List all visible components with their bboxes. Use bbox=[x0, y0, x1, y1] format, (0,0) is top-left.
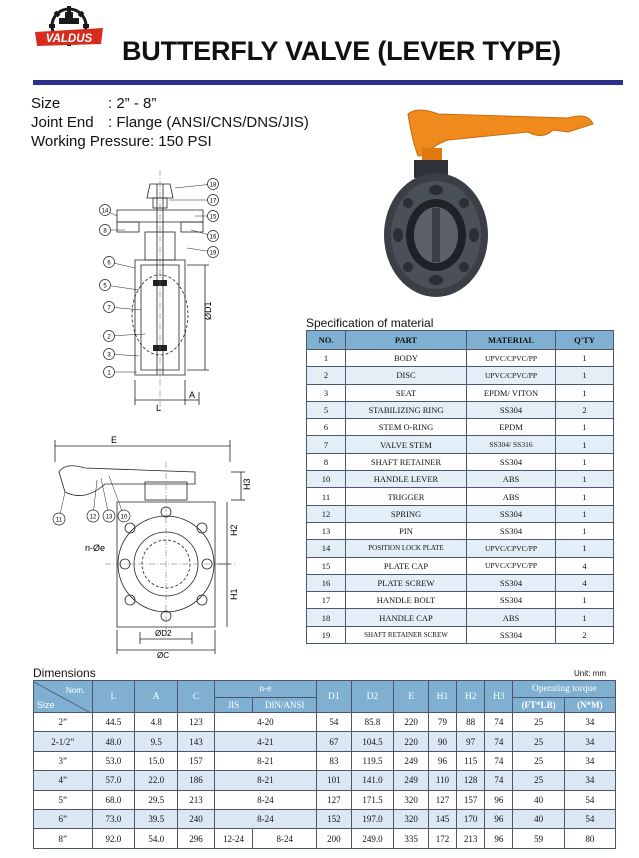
dim-size: 2” bbox=[34, 713, 93, 732]
dim-a: 9.5 bbox=[135, 732, 178, 751]
dimension-row bbox=[34, 751, 616, 770]
spec-material: SS304 bbox=[467, 453, 556, 470]
spec-no: 13 bbox=[307, 522, 346, 539]
callout-number: 14 bbox=[101, 208, 109, 215]
dim-e: 320 bbox=[394, 790, 428, 809]
dim-l: 44.5 bbox=[92, 713, 135, 732]
spec-material: SS304 bbox=[467, 626, 556, 643]
dimension-row bbox=[34, 713, 616, 732]
dim-e: 249 bbox=[394, 771, 428, 790]
spec-table bbox=[306, 330, 614, 644]
dimension-row bbox=[34, 790, 616, 809]
valdus-logo bbox=[33, 6, 105, 58]
dim-nm: 34 bbox=[564, 732, 615, 751]
spec-row bbox=[307, 367, 614, 384]
dim-h2: 88 bbox=[457, 713, 485, 732]
spec-qty: 1 bbox=[556, 540, 614, 557]
dim-h1: 90 bbox=[428, 732, 456, 751]
dim-ftlb: 25 bbox=[513, 713, 564, 732]
dim-l: 73.0 bbox=[92, 809, 135, 828]
callout-number: 19 bbox=[209, 250, 217, 257]
spec-material: SS304 bbox=[467, 401, 556, 418]
callout-number: 17 bbox=[209, 198, 217, 205]
spec-row bbox=[307, 384, 614, 401]
size-value: : 2” - 8” bbox=[108, 95, 157, 112]
dim-ftlb: 40 bbox=[513, 809, 564, 828]
spec-header-no: NO. bbox=[307, 331, 346, 350]
dim-size: 6” bbox=[34, 809, 93, 828]
dim-ftlb: 59 bbox=[513, 829, 564, 848]
callout-bubble bbox=[100, 205, 118, 217]
spec-no: 1 bbox=[307, 350, 346, 367]
spec-qty: 1 bbox=[556, 419, 614, 436]
dim-c-label: ØC bbox=[157, 651, 169, 660]
dim-ne-label: n-Øe bbox=[85, 543, 106, 553]
dim-din: 8-21 bbox=[214, 771, 316, 790]
spec-row bbox=[307, 401, 614, 418]
spec-row bbox=[307, 419, 614, 436]
dim-c: 143 bbox=[178, 732, 215, 751]
dim-din: 8-24 bbox=[214, 809, 316, 828]
spec-no: 16 bbox=[307, 574, 346, 591]
spec-no: 17 bbox=[307, 592, 346, 609]
dim-a: 15.0 bbox=[135, 751, 178, 770]
spec-header-material: MATERIAL bbox=[467, 331, 556, 350]
dim-l-label: L bbox=[156, 403, 162, 413]
dim-header-h3: H3 bbox=[485, 681, 513, 713]
spec-part: VALVE STEM bbox=[346, 436, 467, 453]
spec-part: TRIGGER bbox=[346, 488, 467, 505]
spec-no: 10 bbox=[307, 471, 346, 488]
dim-din: 4-20 bbox=[214, 713, 316, 732]
spec-material: SS304 bbox=[467, 592, 556, 609]
dim-h3-label: H3 bbox=[242, 478, 252, 490]
spec-no: 8 bbox=[307, 453, 346, 470]
dim-d2: 171.5 bbox=[351, 790, 394, 809]
callout-number: 3 bbox=[107, 352, 111, 359]
dim-h1: 172 bbox=[428, 829, 456, 848]
pressure-label: Working Pressure bbox=[31, 133, 150, 150]
dim-size: 8” bbox=[34, 829, 93, 848]
dim-h1: 110 bbox=[428, 771, 456, 790]
dim-d1: 67 bbox=[317, 732, 351, 751]
svg-text:VALDUS: VALDUS bbox=[45, 33, 93, 45]
dim-h3: 74 bbox=[485, 713, 513, 732]
dim-ftlb: 25 bbox=[513, 732, 564, 751]
dim-size: 3” bbox=[34, 751, 93, 770]
spec-row bbox=[307, 453, 614, 470]
dimension-row bbox=[34, 829, 616, 848]
dim-h3: 74 bbox=[485, 751, 513, 770]
spec-material: ABS bbox=[467, 609, 556, 626]
dim-e: 335 bbox=[394, 829, 428, 848]
dim-header-nom: Nom. bbox=[66, 685, 86, 695]
joint-label: Joint End bbox=[31, 114, 94, 131]
dim-header-d2: D2 bbox=[351, 681, 394, 713]
callout-bubble bbox=[100, 280, 140, 291]
dim-header-c: C bbox=[178, 681, 215, 713]
spec-row bbox=[307, 592, 614, 609]
dim-nm: 54 bbox=[564, 809, 615, 828]
dim-e: 220 bbox=[394, 732, 428, 751]
spec-no: 15 bbox=[307, 557, 346, 574]
dim-h1: 127 bbox=[428, 790, 456, 809]
spec-row bbox=[307, 609, 614, 626]
spec-qty: 2 bbox=[556, 626, 614, 643]
dim-header-ftlb: (FT*LB) bbox=[513, 698, 564, 713]
dim-nm: 34 bbox=[564, 713, 615, 732]
dimension-row bbox=[34, 809, 616, 828]
dim-e-label: E bbox=[111, 435, 118, 445]
spec-row bbox=[307, 350, 614, 367]
spec-material: SS304/ SS316 bbox=[467, 436, 556, 453]
callout-number: 16 bbox=[209, 234, 217, 241]
spec-part: BODY bbox=[346, 350, 467, 367]
dim-nm: 54 bbox=[564, 790, 615, 809]
dim-ftlb: 25 bbox=[513, 771, 564, 790]
spec-part: HANDLE LEVER bbox=[346, 471, 467, 488]
spec-part: PLATE SCREW bbox=[346, 574, 467, 591]
dim-d1: 152 bbox=[317, 809, 351, 828]
joint-value: : Flange (ANSI/CNS/DNS/JIS) bbox=[108, 114, 309, 131]
dim-d2: 104.5 bbox=[351, 732, 394, 751]
dim-h1: 79 bbox=[428, 713, 456, 732]
dimensions-unit: Unit: mm bbox=[574, 669, 606, 678]
callout-number: 1 bbox=[107, 370, 111, 377]
dim-din: 4-21 bbox=[214, 732, 316, 751]
callout-number: 12 bbox=[89, 514, 97, 521]
spec-qty: 1 bbox=[556, 471, 614, 488]
dim-e: 249 bbox=[394, 751, 428, 770]
size-line bbox=[31, 95, 156, 112]
page-title: BUTTERFLY VALVE (LEVER TYPE) bbox=[122, 36, 561, 66]
spec-no: 18 bbox=[307, 609, 346, 626]
spec-no: 7 bbox=[307, 436, 346, 453]
spec-material: SS304 bbox=[467, 574, 556, 591]
spec-no: 3 bbox=[307, 384, 346, 401]
dim-header-din: DIN/ANSI bbox=[253, 698, 317, 713]
spec-part: HANDLE CAP bbox=[346, 609, 467, 626]
dim-header-size: Size bbox=[37, 699, 55, 710]
dim-h2-label: H2 bbox=[229, 524, 239, 536]
dim-din: 8-24 bbox=[214, 790, 316, 809]
dim-d1: 83 bbox=[317, 751, 351, 770]
spec-part: PIN bbox=[346, 522, 467, 539]
spec-row bbox=[307, 488, 614, 505]
callouts-bottom bbox=[53, 476, 130, 525]
dim-l: 68.0 bbox=[92, 790, 135, 809]
callout-bubble bbox=[187, 247, 219, 258]
dim-h3: 96 bbox=[485, 790, 513, 809]
callout-number: 18 bbox=[209, 182, 217, 189]
dim-c: 186 bbox=[178, 771, 215, 790]
spec-qty: 4 bbox=[556, 557, 614, 574]
dim-header-jis: JIS bbox=[214, 698, 253, 713]
callout-bubble bbox=[100, 225, 126, 236]
dim-h2: 157 bbox=[457, 790, 485, 809]
callout-number: 2 bbox=[107, 334, 111, 341]
callout-number: 11 bbox=[55, 517, 63, 524]
pressure-line bbox=[31, 133, 212, 150]
dim-header-h2: H2 bbox=[457, 681, 485, 713]
spec-no: 6 bbox=[307, 419, 346, 436]
dim-h2: 97 bbox=[457, 732, 485, 751]
section-drawing bbox=[95, 170, 225, 415]
spec-part: SEAT bbox=[346, 384, 467, 401]
dim-header-e: E bbox=[394, 681, 428, 713]
dimension-row bbox=[34, 771, 616, 790]
spec-material: EPDM/ VITON bbox=[467, 384, 556, 401]
spec-qty: 1 bbox=[556, 488, 614, 505]
callout-bubble bbox=[169, 195, 219, 206]
dim-din: 8-21 bbox=[214, 751, 316, 770]
dim-d1: 127 bbox=[317, 790, 351, 809]
dim-size: 2-1/2” bbox=[34, 732, 93, 751]
spec-caption: Specification of material bbox=[306, 316, 434, 330]
callout-bubble bbox=[53, 492, 65, 525]
size-label: Size bbox=[31, 95, 61, 112]
dim-din: 8-24 bbox=[253, 829, 317, 848]
dim-header-a: A bbox=[135, 681, 178, 713]
spec-qty: 1 bbox=[556, 436, 614, 453]
spec-row bbox=[307, 540, 614, 557]
dim-h1-label: H1 bbox=[229, 588, 239, 600]
dim-a-label: A bbox=[189, 390, 196, 400]
spec-qty: 1 bbox=[556, 609, 614, 626]
callout-bubble bbox=[195, 211, 219, 222]
dim-e: 220 bbox=[394, 713, 428, 732]
header-rule bbox=[33, 80, 623, 85]
spec-material: EPDM bbox=[467, 419, 556, 436]
dim-ftlb: 25 bbox=[513, 751, 564, 770]
callout-number: 7 bbox=[107, 305, 111, 312]
dim-c: 123 bbox=[178, 713, 215, 732]
dim-h1: 96 bbox=[428, 751, 456, 770]
dim-d1-label: ØD1 bbox=[203, 301, 213, 320]
dim-a: 22.0 bbox=[135, 771, 178, 790]
dim-header-nom-size bbox=[34, 681, 93, 713]
callout-number: 5 bbox=[103, 283, 107, 290]
callout-bubble bbox=[101, 478, 115, 522]
dim-header-nm: (N*M) bbox=[564, 698, 615, 713]
spec-row bbox=[307, 574, 614, 591]
spec-qty: 1 bbox=[556, 522, 614, 539]
dim-l: 48.0 bbox=[92, 732, 135, 751]
dimension-row bbox=[34, 732, 616, 751]
dim-d2: 249.0 bbox=[351, 829, 394, 848]
dim-c: 157 bbox=[178, 751, 215, 770]
spec-no: 14 bbox=[307, 540, 346, 557]
dim-h2: 128 bbox=[457, 771, 485, 790]
spec-part: HANDLE BOLT bbox=[346, 592, 467, 609]
dim-d1: 54 bbox=[317, 713, 351, 732]
dim-size: 5” bbox=[34, 790, 93, 809]
dim-header-h1: H1 bbox=[428, 681, 456, 713]
spec-part: POSITION LOCK PLATE bbox=[346, 540, 467, 557]
dim-nm: 34 bbox=[564, 751, 615, 770]
dim-d2: 197.0 bbox=[351, 809, 394, 828]
spec-qty: 2 bbox=[556, 401, 614, 418]
dimensions-table bbox=[33, 680, 616, 849]
dim-a: 4.8 bbox=[135, 713, 178, 732]
dim-c: 213 bbox=[178, 790, 215, 809]
spec-row bbox=[307, 626, 614, 643]
spec-row bbox=[307, 471, 614, 488]
spec-part: STABILIZING RING bbox=[346, 401, 467, 418]
callout-bubble bbox=[175, 179, 219, 190]
dim-h3: 74 bbox=[485, 771, 513, 790]
spec-material: UPVC/CPVC/PP bbox=[467, 557, 556, 574]
spec-qty: 4 bbox=[556, 574, 614, 591]
spec-material: SS304 bbox=[467, 505, 556, 522]
spec-no: 5 bbox=[307, 401, 346, 418]
spec-no: 2 bbox=[307, 367, 346, 384]
callout-number: 6 bbox=[107, 260, 111, 267]
dim-a: 39.5 bbox=[135, 809, 178, 828]
dimensions-caption: Dimensions bbox=[33, 666, 96, 680]
spec-header-qty: Q'TY bbox=[556, 331, 614, 350]
dim-d2: 141.0 bbox=[351, 771, 394, 790]
dim-a: 29.5 bbox=[135, 790, 178, 809]
dim-a: 54.0 bbox=[135, 829, 178, 848]
dim-header-ne: n-e bbox=[214, 681, 316, 698]
callout-number: 8 bbox=[103, 228, 107, 235]
spec-qty: 1 bbox=[556, 592, 614, 609]
dim-l: 57.0 bbox=[92, 771, 135, 790]
spec-row bbox=[307, 436, 614, 453]
dim-h1: 145 bbox=[428, 809, 456, 828]
spec-row bbox=[307, 505, 614, 522]
spec-qty: 1 bbox=[556, 350, 614, 367]
dim-h2: 115 bbox=[457, 751, 485, 770]
callout-number: 13 bbox=[105, 514, 113, 521]
spec-qty: 1 bbox=[556, 384, 614, 401]
callout-number: 15 bbox=[209, 214, 217, 221]
callout-bubble bbox=[104, 349, 140, 360]
spec-part: SHAFT RETAINER SCREW bbox=[346, 626, 467, 643]
dim-d1: 101 bbox=[317, 771, 351, 790]
spec-no: 19 bbox=[307, 626, 346, 643]
dim-h2: 213 bbox=[457, 829, 485, 848]
dim-d2: 119.5 bbox=[351, 751, 394, 770]
valve-product-photo bbox=[378, 100, 608, 305]
spec-no: 12 bbox=[307, 505, 346, 522]
spec-qty: 1 bbox=[556, 367, 614, 384]
callout-number: 10 bbox=[120, 514, 128, 521]
spec-material: SS304 bbox=[467, 522, 556, 539]
dim-ftlb: 40 bbox=[513, 790, 564, 809]
dim-h3: 96 bbox=[485, 809, 513, 828]
spec-material: UPVC/CPVC/PP bbox=[467, 350, 556, 367]
spec-qty: 1 bbox=[556, 453, 614, 470]
spec-material: ABS bbox=[467, 471, 556, 488]
dim-jis: 12-24 bbox=[214, 829, 253, 848]
callout-bubble bbox=[87, 480, 99, 522]
spec-row bbox=[307, 522, 614, 539]
spec-part: PLATE CAP bbox=[346, 557, 467, 574]
spec-part: DISC bbox=[346, 367, 467, 384]
dim-nm: 34 bbox=[564, 771, 615, 790]
spec-header-part: PART bbox=[346, 331, 467, 350]
dim-nm: 80 bbox=[564, 829, 615, 848]
dim-l: 92.0 bbox=[92, 829, 135, 848]
dim-h3: 96 bbox=[485, 829, 513, 848]
dim-e: 320 bbox=[394, 809, 428, 828]
spec-part: SPRING bbox=[346, 505, 467, 522]
outline-drawing bbox=[45, 432, 295, 660]
dim-header-torque: Operating torque bbox=[513, 681, 616, 698]
dim-d2-label: ØD2 bbox=[155, 629, 172, 638]
dim-l: 53.0 bbox=[92, 751, 135, 770]
spec-material: ABS bbox=[467, 488, 556, 505]
spec-qty: 1 bbox=[556, 505, 614, 522]
spec-material: UPVC/CPVC/PP bbox=[467, 540, 556, 557]
dim-h3: 74 bbox=[485, 732, 513, 751]
dim-c: 296 bbox=[178, 829, 215, 848]
callout-bubble bbox=[104, 367, 138, 378]
callout-bubble bbox=[104, 257, 136, 269]
pressure-value: : 150 PSI bbox=[149, 133, 212, 150]
dim-header-d1: D1 bbox=[317, 681, 351, 713]
spec-part: STEM O-RING bbox=[346, 419, 467, 436]
dim-h2: 170 bbox=[457, 809, 485, 828]
callout-bubble bbox=[104, 331, 146, 342]
dim-size: 4” bbox=[34, 771, 93, 790]
spec-row bbox=[307, 557, 614, 574]
joint-line bbox=[31, 114, 309, 131]
dim-header-l: L bbox=[92, 681, 135, 713]
spec-no: 11 bbox=[307, 488, 346, 505]
spec-part: SHAFT RETAINER bbox=[346, 453, 467, 470]
spec-material: UPVC/CPVC/PP bbox=[467, 367, 556, 384]
dim-d1: 200 bbox=[317, 829, 351, 848]
dim-d2: 85.8 bbox=[351, 713, 394, 732]
dim-c: 240 bbox=[178, 809, 215, 828]
